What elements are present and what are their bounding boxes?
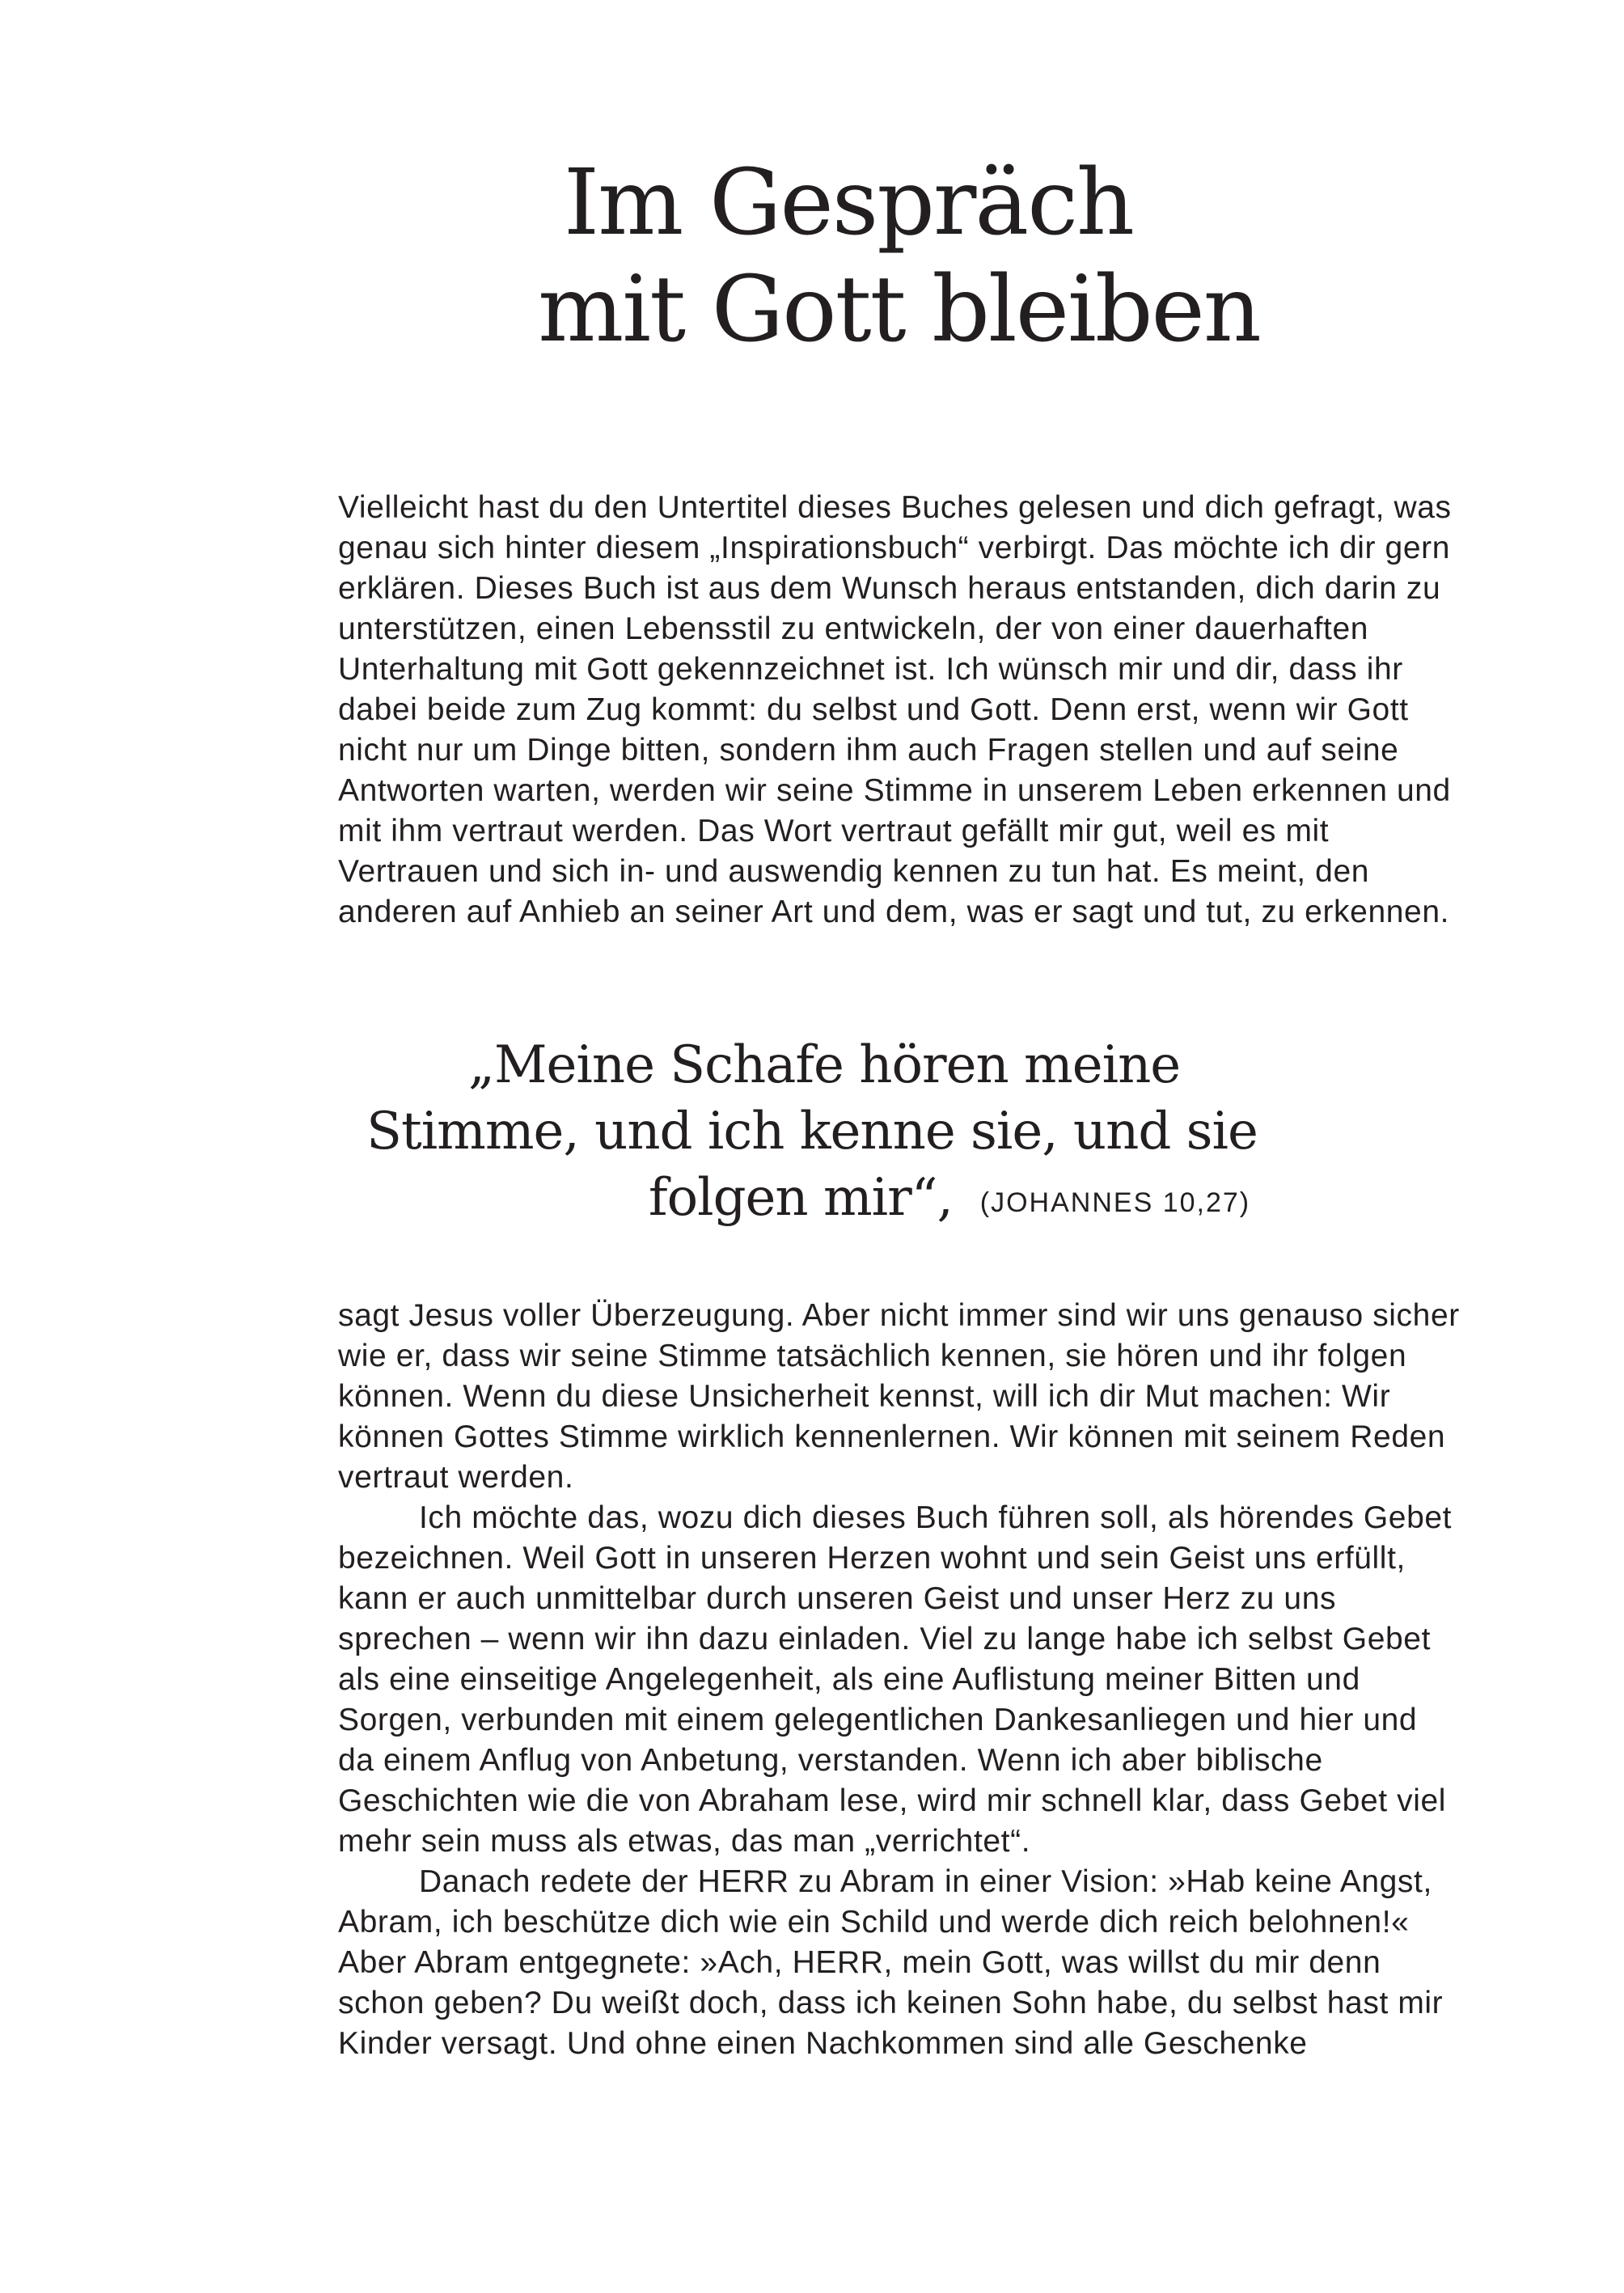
quote-line-3: folgen mir“,: [648, 1168, 953, 1228]
chapter-title-line-2: mit Gott bleiben: [538, 257, 1260, 362]
quote-reference: (JOHANNES 10,27): [979, 1187, 1251, 1218]
quote-line-1: „Meine Schafe hören meine: [467, 1035, 1181, 1095]
chapter-title: [0, 150, 1624, 363]
quote-line-2: Stimme, und ich kenne sie, und sie: [366, 1102, 1258, 1161]
chapter-title-line-1: Im Gespräch: [563, 150, 1134, 256]
bible-quote: [0, 1032, 1624, 1236]
body-section: [338, 1296, 1462, 2064]
body-paragraph-3: Danach redete der HERR zu Abram in einer Vision: »Hab keine Angst, Abram, ich beschütze dich wie ein Schild und werde dich reich belohnen!« Aber Abram entgegnete: »Ach, HERR, mein Gott, was willst du mir denn schon geben? Du weißt doch, dass ich keinen Sohn habe, du selbst hast mir Kinder versagt. Und ohne einen Nachkommen sind alle Geschenke: [338, 1864, 1444, 2061]
body-paragraph-2: Ich möchte das, wozu dich dieses Buch führen soll, als hörendes Gebet bezeichnen. Weil Gott in unseren Herzen wohnt und sein Geist uns erfüllt, kann er auch unmittelbar durch unseren Geist und unser Herz zu uns sprechen – wenn wir ihn dazu einladen. Viel zu lange habe ich selbst Gebet als eine einseitige Angelegenheit, als eine Auflistung meiner Bitten und Sorgen, verbunden mit einem gelegentlichen Dankesanliegen und hier und da einem Anflug von Anbetung, verstanden. Wenn ich aber biblische Geschichten wie die von Abraham lese, wird mir schnell klar, dass Gebet viel mehr sein muss als etwas, das man „verrichtet“.: [338, 1500, 1453, 1859]
body-paragraph-1: sagt Jesus voller Überzeugung. Aber nicht immer sind wir uns genauso sicher wie er, dass wir seine Stimme tatsächlich kennen, sie hören und ihr folgen können. Wenn du diese Unsicherheit kennst, will ich dir Mut machen: Wir können Gottes Stimme wirklich kennenlernen. Wir können mit seinem Reden vertraut werden.: [338, 1298, 1460, 1495]
intro-paragraph: Vielleicht hast du den Untertitel dieses Buches gelesen und dich gefragt, was genau sich hinter diesem „Inspirationsbuch“ verbirgt. Das möchte ich dir gern erklären. Dieses Buch ist aus dem Wunsch heraus entstanden, dich darin zu unterstützen, einen Lebensstil zu entwickeln, der von einer dauerhaften Unterhaltung mit Gott gekennzeichnet ist. Ich wünsch mir und dir, dass ihr dabei beide zum Zug kommt: du selbst und Gott. Denn erst, wenn wir Gott nicht nur um Dinge bitten, sondern ihm auch Fragen stellen und auf seine Antworten warten, werden wir seine Stimme in unserem Leben erkennen und mit ihm vertraut werden. Das Wort vertraut gefällt mir gut, weil es mit Vertrauen und sich in- und auswendig kennen zu tun hat. Es meint, den anderen auf Anhieb an seiner Art und dem, was er sagt und tut, zu erkennen.: [338, 490, 1452, 929]
intro-section: [338, 488, 1462, 933]
quote-line-3-wrapper: [0, 1165, 1624, 1236]
